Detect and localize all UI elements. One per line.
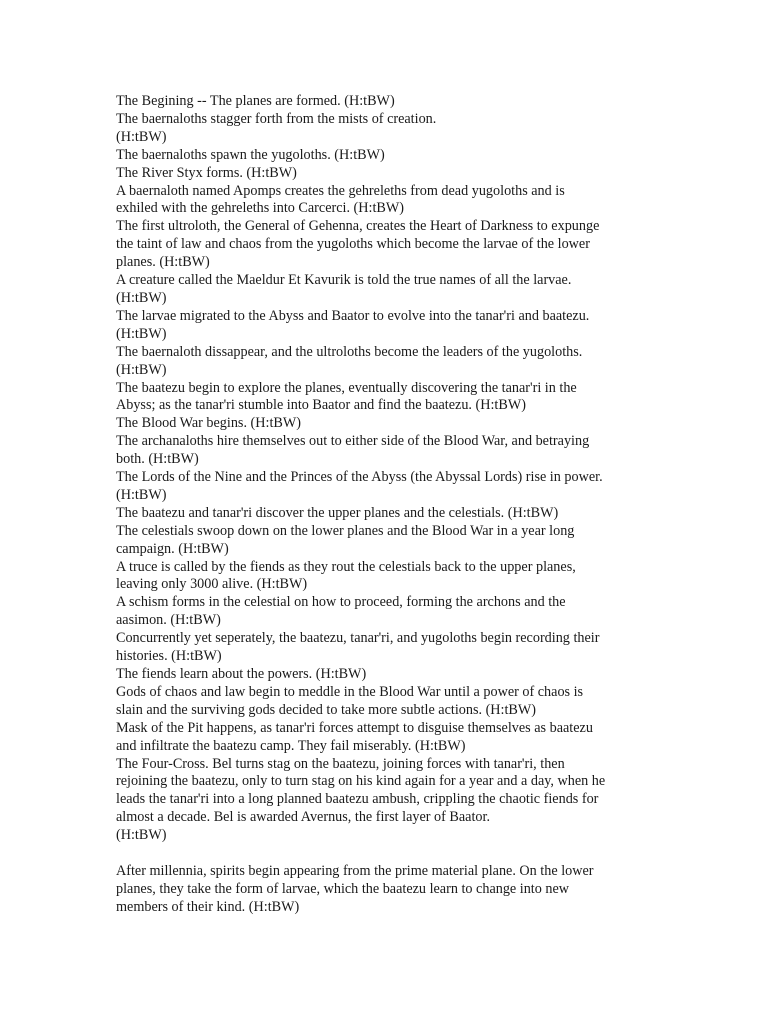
text-line: (H:tBW)	[116, 486, 167, 503]
text-line: (H:tBW)	[116, 361, 167, 378]
text-line: The Lords of the Nine and the Princes of the Abyss (the Abyssal Lords) rise in power.	[116, 469, 603, 486]
text-line: A truce is called by the fiends as they rout the celestials back to the upper planes,	[116, 558, 576, 575]
text-line: The first ultroloth, the General of Gehenna, creates the Heart of Darkness to expunge	[116, 218, 600, 235]
blank-line	[116, 845, 636, 863]
text-line: leads the tanar'ri into a long planned baatezu ambush, crippling the chaotic fiends for	[116, 791, 599, 808]
text-line: the taint of law and chaos from the yugoloths which become the larvae of the lower	[116, 236, 590, 253]
text-line: The River Styx forms. (H:tBW)	[116, 164, 297, 181]
text-line: The fiends learn about the powers. (H:tBW)	[116, 666, 367, 682]
text-line: Concurrently yet seperately, the baatezu, tanar'ri, and yugoloths begin recording their	[116, 630, 600, 647]
text-line: planes, they take the form of larvae, which the baatezu learn to change into new	[116, 880, 570, 897]
text-line: (H:tBW)	[116, 827, 167, 844]
text-line: Abyss; as the tanar'ri stumble into Baator and find the baatezu. (H:tBW)	[116, 397, 526, 414]
text-line: leaving only 3000 alive. (H:tBW)	[116, 576, 308, 593]
text-line: The baatezu and tanar'ri discover the upper planes and the celestials. (H:tBW)	[116, 504, 559, 521]
text-line: rejoining the baatezu, only to turn stag on his kind again for a year and a day, when he	[116, 773, 606, 790]
text-line: The baernaloths spawn the yugoloths. (H:tBW)	[116, 146, 385, 163]
text-line: The baatezu begin to explore the planes, eventually discovering the tanar'ri in the	[116, 379, 577, 396]
text-line: exhiled with the gehreleths into Carcerci. (H:tBW)	[116, 200, 404, 217]
text-line: almost a decade. Bel is awarded Avernus, the first layer of Baator.	[116, 809, 490, 826]
text-line: histories. (H:tBW)	[116, 648, 222, 665]
text-line: (H:tBW)	[116, 325, 167, 342]
text-line: The archanaloths hire themselves out to either side of the Blood War, and betraying	[116, 433, 590, 450]
text-line: planes. (H:tBW)	[116, 254, 210, 271]
text-line: After millennia, spirits begin appearing from the prime material plane. On the lower	[116, 862, 594, 879]
text-line: aasimon. (H:tBW)	[116, 612, 221, 629]
text-line: Mask of the Pit happens, as tanar'ri forces attempt to disguise themselves as baatezu	[116, 719, 593, 736]
document-body	[116, 93, 636, 917]
text-line: A schism forms in the celestial on how to proceed, forming the archons and the	[116, 594, 566, 611]
text-line: A creature called the Maeldur Et Kavurik is told the true names of all the larvae.	[116, 272, 572, 289]
text-line: slain and the surviving gods decided to take more subtle actions. (H:tBW)	[116, 701, 537, 718]
text-line: (H:tBW)	[116, 128, 167, 145]
text-line: The celestials swoop down on the lower planes and the Blood War in a year long	[116, 522, 575, 539]
text-line: Gods of chaos and law begin to meddle in the Blood War until a power of chaos is	[116, 683, 584, 700]
text-line: The Blood War begins. (H:tBW)	[116, 415, 301, 432]
text-line: The larvae migrated to the Abyss and Baator to evolve into the tanar'ri and baatezu.	[116, 307, 590, 324]
text-line: (H:tBW)	[116, 289, 167, 306]
text-line: The baernaloth dissappear, and the ultroloths become the leaders of the yugoloths.	[116, 343, 583, 360]
text-line: The Begining -- The planes are formed. (H:tBW)	[116, 93, 395, 109]
text-line: campaign. (H:tBW)	[116, 540, 229, 557]
text-line: The baernaloths stagger forth from the mists of creation.	[116, 110, 437, 127]
text-line: A baernaloth named Apomps creates the gehreleths from dead yugoloths and is	[116, 182, 565, 199]
text-line: members of their kind. (H:tBW)	[116, 898, 300, 915]
text-line: and infiltrate the baatezu camp. They fail miserably. (H:tBW)	[116, 737, 466, 754]
text-line: both. (H:tBW)	[116, 451, 199, 468]
text-line: The Four-Cross. Bel turns stag on the baatezu, joining forces with tanar'ri, then	[116, 755, 565, 772]
